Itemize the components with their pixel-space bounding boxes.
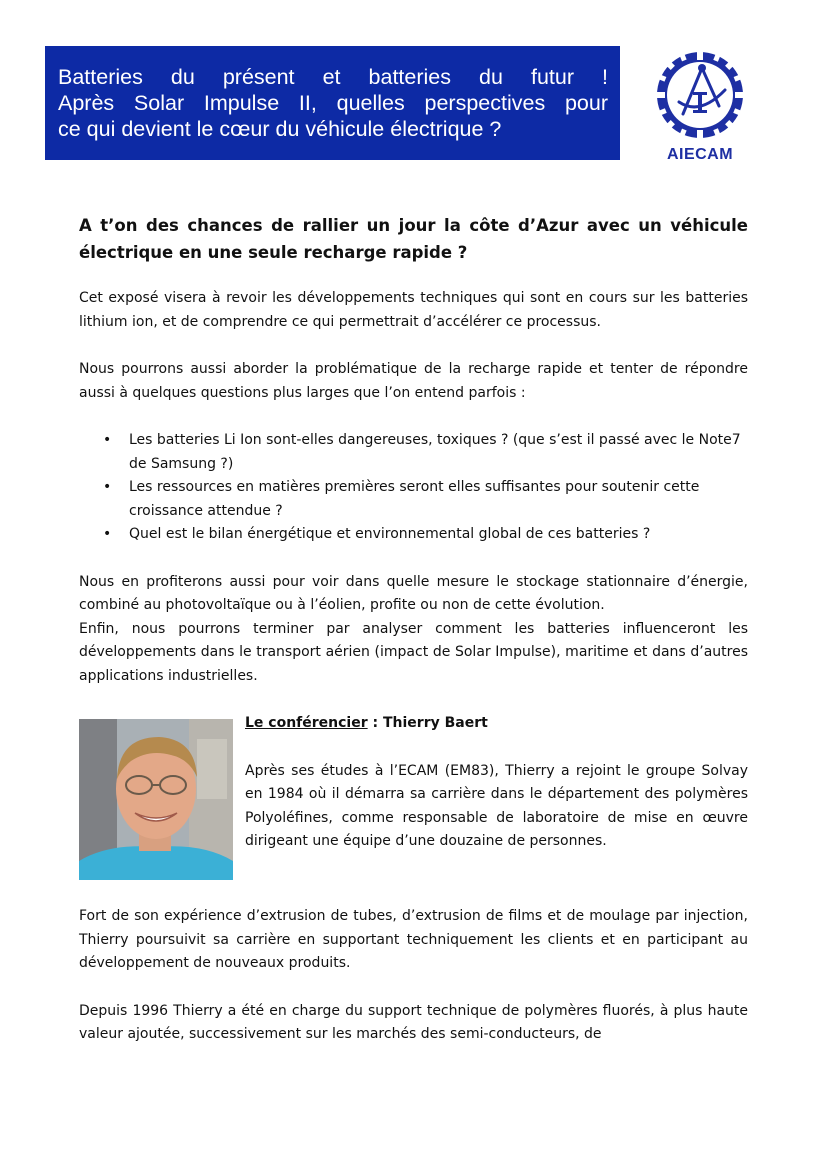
aiecam-logo <box>655 50 745 162</box>
header-line-3: ce qui devient le cœur du véhicule électrique ? <box>58 117 502 141</box>
speaker-heading <box>245 712 748 736</box>
logo-text: AIECAM <box>666 146 734 163</box>
document-body <box>79 212 748 1071</box>
paragraph-bio-1: Fort de son expérience d’extrusion de tubes, d’extrusion de films et de moulage par injection, Thierry poursuivit sa carrière en supportant techniquement les clients et en participant au développement de nouveaux produits. <box>79 908 748 971</box>
paragraph-questions: Nous pourrons aussi aborder la problématique de la recharge rapide et tenter de répondre aussi à quelques questions plus larges que l’on entend parfois : <box>79 361 748 401</box>
bullet-icon: • <box>103 479 112 495</box>
speaker-text <box>245 712 748 878</box>
document-title: A t’on des chances de rallier un jour la côte d’Azur avec un véhicule électrique en une seule recharge rapide ? <box>79 216 748 262</box>
header-line-2: Après Solar Impulse II, quelles perspectives pour <box>58 91 608 115</box>
header-line-1: Batteries du présent et batteries du futur ! <box>58 65 608 89</box>
paragraph-storage: Nous en profiterons aussi pour voir dans quelle mesure le stockage stationnaire d’énergie, combiné au photovoltaïque ou à l’éolien, profite ou non de cette évolution. <box>79 573 748 613</box>
paragraph-conclusion: Enfin, nous pourrons terminer par analyser comment les batteries influenceront les développements dans le transport aérien (impact de Solar Impulse), maritime et dans d’autres applications industrielles. <box>79 620 748 684</box>
list-item <box>103 476 748 523</box>
list-item-text: Quel est le bilan énergétique et environnemental global de ces batteries ? <box>129 526 651 542</box>
speaker-label: Le conférencier <box>245 715 368 731</box>
speaker-portrait-image <box>79 719 233 880</box>
speaker-separator: : <box>367 715 383 731</box>
paragraph-bio-2: Depuis 1996 Thierry a été en charge du support technique de polymères fluorés, à plus haute valeur ajoutée, successivement sur les marchés des semi-conducteurs, de <box>79 1002 748 1042</box>
list-item <box>103 429 748 476</box>
bullet-icon: • <box>103 526 112 542</box>
header-banner <box>45 46 620 160</box>
speaker-section <box>79 712 748 892</box>
list-item <box>103 523 748 547</box>
bullet-icon: • <box>103 432 112 448</box>
speaker-photo <box>79 719 233 880</box>
question-list <box>79 429 748 547</box>
list-item-text: Les batteries Li Ion sont-elles dangereuses, toxiques ? (que s’est il passé avec le Note7 de Samsung ?) <box>129 432 741 472</box>
speaker-intro: Après ses études à l’ECAM (EM83), Thierry a rejoint le groupe Solvay en 1984 où il démarra sa carrière dans le département des polymères Polyoléfines, comme responsable de laboratoire de mise en œuvre dirigeant une équipe d’une douzaine de personnes. <box>245 762 748 849</box>
compass-seal-icon <box>655 50 745 142</box>
speaker-name: Thierry Baert <box>382 715 488 731</box>
list-item-text: Les ressources en matières premières seront elles suffisantes pour soutenir cette croissance attendue ? <box>129 479 700 519</box>
paragraph-intro: Cet exposé visera à revoir les développements techniques qui sont en cours sur les batteries lithium ion, et de comprendre ce qui permettrait d’accélérer ce processus. <box>79 290 748 330</box>
